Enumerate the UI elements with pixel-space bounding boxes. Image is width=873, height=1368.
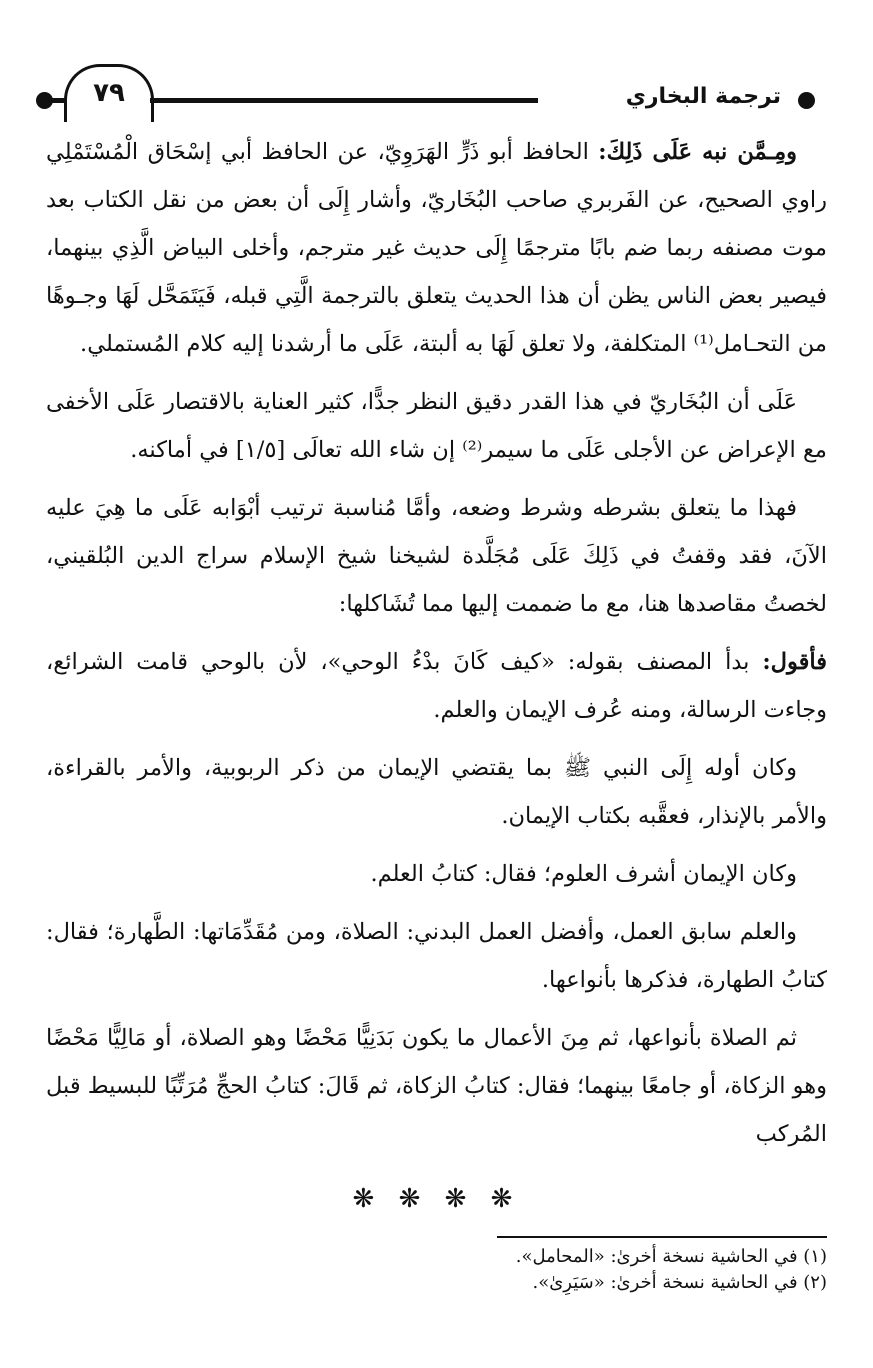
paragraph-8 [46,1014,827,1158]
paragraph-text: وكان الإيمان أشرف العلوم؛ فقال: كتابُ العلم. [370,861,797,887]
header-rule-right [150,98,538,103]
paragraph-5 [46,744,827,840]
paragraph-text: بدأ المصنف بقوله: «كيف كَانَ بدْءُ الوحي»، لأن بالوحي قامت الشرائع، وجاءت الرسالة، ومنه عُرف الإيمان والعلم. [46,649,827,723]
paragraph-text: والعلم سابق العمل، وأفضل العمل البدني: الصلاة، ومن مُقَدِّمَاتها: الطَّهارة؛ فقال: كتابُ الطهارة، فذكرها بأنواعها. [46,919,827,993]
paragraph-text: الحافظ أبو ذَرٍّ الهَرَوِيّ، عن الحافظ أبي إسْحَاق الْمُسْتَمْلِي راوي الصحيح، عن الفَربري صاحب البُخَاريّ، وأشار إِلَى أن بعض من نقل الكتاب بعد موت مصنفه ربما ضم بابًا مترجمًا إِلَى حديث غير مترجم، وأخلى البياض الَّذِي بينهما، فيصير بعض الناس يظن أن هذا الحديث يتعلق بالترجمة الَّتِي قبله، فَيَتَمَحَّل لَهَا وجـوهًا من التحـامل⁽¹⁾ المتكلفة، ولا تعلق لَهَا به ألبتة، عَلَى ما أرشدنا إليه كلام المُستملي. [46,139,827,357]
paragraph-6 [46,850,827,898]
footnote-separator-rule [497,1236,827,1238]
paragraph-7 [46,908,827,1004]
main-text [46,128,827,1214]
page-header [0,64,873,124]
paragraph-1 [46,128,827,368]
paragraph-text: وكان أوله إِلَى النبي ﷺ بما يقتضي الإيمان من ذكر الربوبية، والأمر بالقراءة، والأمر بالإنذار، فعقَّبه بكتاب الإيمان. [46,755,827,829]
running-title: ترجمة البخاري [625,84,781,109]
paragraph-2 [46,378,827,474]
paragraph-text: عَلَى أن البُخَاريّ في هذا القدر دقيق النظر جدًّا، كثير العناية بالاقتصار عَلَى الأخفى مع الإعراض عن الأجلى عَلَى ما سيمر⁽²⁾ إن شاء الله تعالَى [١/٥] في أماكنه. [46,389,827,463]
page-number: ٧٩ [93,78,125,108]
paragraph-3 [46,484,827,628]
header-right-dot-ornament [798,92,815,109]
footnotes [46,1236,827,1296]
footnote-2: (٢) في الحاشية نسخة أخرىٰ: «سَيَرِىٰ». [532,1272,827,1293]
paragraph-text: ثم الصلاة بأنواعها، ثم مِنَ الأعمال ما يكون بَدَنِيًّا مَحْضًا وهو الصلاة، أو مَالِيًّا مَحْضًا وهو الزكاة، أو جامعًا بينهما؛ فقال: كتابُ الزكاة، ثم قَالَ: كتابُ الحجِّ مُرَتِّبًا للبسيط قبل المُركب [46,1025,827,1147]
footnote-1: (١) في الحاشية نسخة أخرىٰ: «المحامل». [515,1246,827,1267]
paragraph-lead: ومِـمَّن نبه عَلَى ذَلِكَ: [598,139,797,165]
paragraph-lead: فأقول: [762,649,827,675]
paragraph-4 [46,638,827,734]
section-separator-ornament: ❋ ❋ ❋ ❋ [352,1184,521,1214]
paragraph-text: فهذا ما يتعلق بشرطه وشرط وضعه، وأمَّا مُناسبة ترتيب أبْوَابه عَلَى ما هِيَ عليه الآنَ، فقد وقفتُ في ذَلِكَ عَلَى مُجَلَّدة لشيخنا شيخ الإسلام سراج الدين البُلقيني، لخصتُ مقاصدها هنا، مع ما ضممت إليها مما تُشَاكلها: [46,495,827,617]
